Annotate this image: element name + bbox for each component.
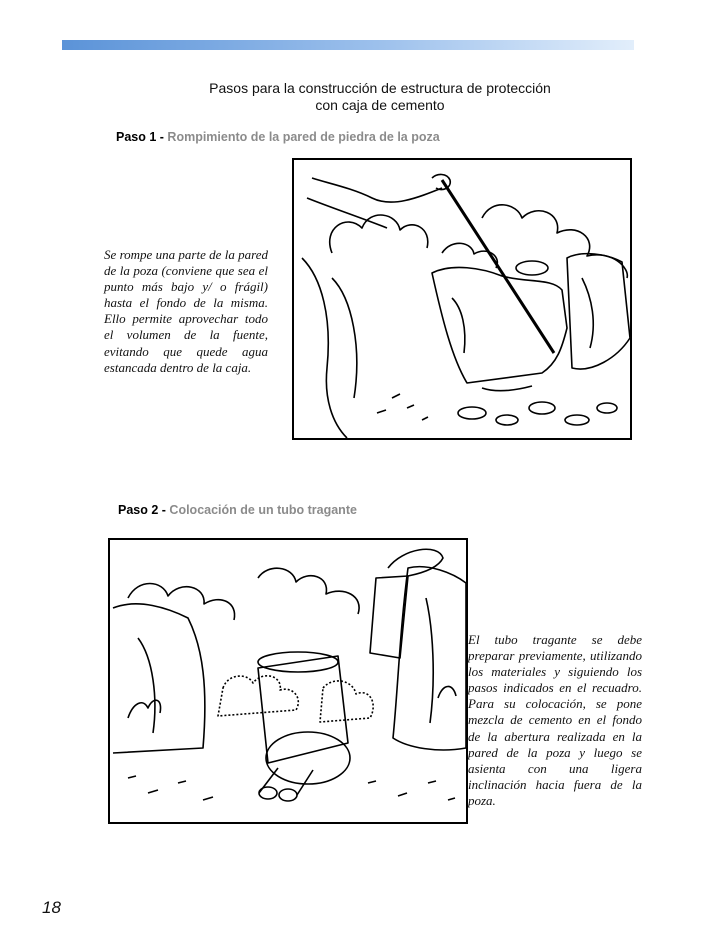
step2-label: Paso 2 - <box>118 503 170 517</box>
page-title-line2: con caja de cemento <box>315 97 445 113</box>
step1-illustration <box>292 158 632 440</box>
step2-illustration <box>108 538 468 824</box>
step1-heading <box>116 130 440 144</box>
page-title <box>170 80 590 114</box>
step1-description: Se rompe una parte de la pared de la poza (conviene que sea el punto más bajo y/ o frágil) hasta el fondo de la misma. Ello permite aprovechar todo el volumen de la fuente, evitando que quede agua estancada dentro de la caja. <box>104 247 268 375</box>
step1-subtitle: Rompimiento de la pared de piedra de la poza <box>167 130 440 144</box>
step2-heading <box>118 503 357 517</box>
page-title-line1: Pasos para la construcción de estructura de protección <box>209 80 551 96</box>
step2-description: El tubo tragante se debe preparar previamente, utilizando los materiales y siguiendo los pasos indicados en el recuadro. Para su colocación, se pone mezcla de cemento en el fondo de la abertura realizada en la pared de la poza y luego se asienta con una ligera inclinación hacia fuera de la poza. <box>468 632 642 808</box>
step2-subtitle: Colocación de un tubo tragante <box>169 503 357 517</box>
header-decorative-bar <box>62 40 634 50</box>
page-number: 18 <box>42 898 61 917</box>
step1-label: Paso 1 - <box>116 130 168 144</box>
